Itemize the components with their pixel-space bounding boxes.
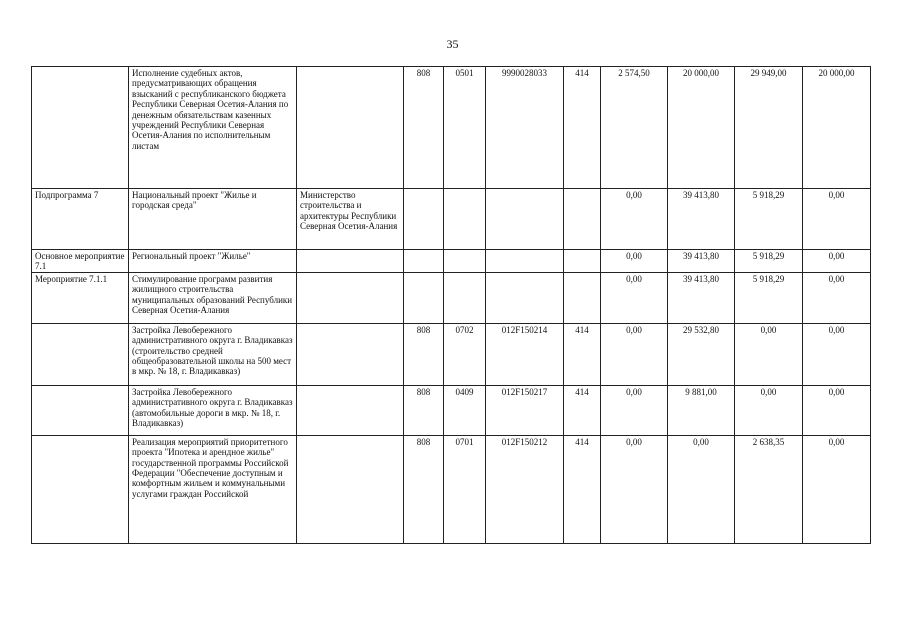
csr-cell: 012F150217	[486, 385, 564, 435]
value-cell-1: 0,00	[601, 385, 668, 435]
rzpr-cell	[444, 189, 486, 250]
grbs-cell: 808	[404, 385, 444, 435]
value-cell-4: 0,00	[803, 435, 871, 543]
vr-cell	[564, 189, 601, 250]
csr-cell: 012F150212	[486, 435, 564, 543]
name-cell: Национальный проект "Жилье и городская среда"	[129, 189, 297, 250]
page-number: 35	[446, 37, 459, 51]
name-cell: Региональный проект "Жилье"	[129, 250, 297, 273]
csr-cell	[486, 250, 564, 273]
value-cell-1: 0,00	[601, 250, 668, 273]
vr-cell	[564, 250, 601, 273]
value-cell-4: 0,00	[803, 272, 871, 323]
status-cell: Подпрограмма 7	[32, 189, 129, 250]
name-cell: Исполнение судебных актов, предусматривающих обращения взысканий с республиканского бюджета Республики Северная Осетия-Алания по денежным обязательствам казенных учреждений Республики Северная Осетия-Алания по исполнительным листам	[129, 67, 297, 189]
table-row	[32, 323, 871, 385]
executor-cell: Министерство строительства и архитектуры Республики Северная Осетия-Алания	[297, 189, 404, 250]
executor-cell	[297, 250, 404, 273]
vr-cell: 414	[564, 67, 601, 189]
value-cell-2: 9 881,00	[668, 385, 735, 435]
value-cell-3: 5 918,29	[735, 189, 803, 250]
value-cell-4: 0,00	[803, 250, 871, 273]
value-cell-4: 20 000,00	[803, 67, 871, 189]
csr-cell: 9990028033	[486, 67, 564, 189]
grbs-cell: 808	[404, 435, 444, 543]
budget-table	[31, 66, 871, 544]
table-row	[32, 385, 871, 435]
value-cell-1: 2 574,50	[601, 67, 668, 189]
status-cell: Основное мероприятие 7.1	[32, 250, 129, 273]
value-cell-2: 39 413,80	[668, 189, 735, 250]
value-cell-2: 39 413,80	[668, 272, 735, 323]
vr-cell: 414	[564, 385, 601, 435]
status-cell	[32, 323, 129, 385]
rzpr-cell: 0702	[444, 323, 486, 385]
grbs-cell: 808	[404, 67, 444, 189]
grbs-cell: 808	[404, 323, 444, 385]
executor-cell	[297, 67, 404, 189]
table-row	[32, 435, 871, 543]
value-cell-3: 5 918,29	[735, 250, 803, 273]
table-row	[32, 67, 871, 189]
value-cell-3: 2 638,35	[735, 435, 803, 543]
value-cell-3: 0,00	[735, 385, 803, 435]
value-cell-2: 39 413,80	[668, 250, 735, 273]
table-row	[32, 250, 871, 273]
value-cell-1: 0,00	[601, 272, 668, 323]
value-cell-3: 0,00	[735, 323, 803, 385]
value-cell-3: 29 949,00	[735, 67, 803, 189]
name-cell: Застройка Левобережного административного округа г. Владикавказ (автомобильные дороги в мкр. № 18, г. Владикавказ)	[129, 385, 297, 435]
value-cell-2: 0,00	[668, 435, 735, 543]
csr-cell	[486, 189, 564, 250]
value-cell-1: 0,00	[601, 323, 668, 385]
table-row	[32, 189, 871, 250]
status-cell	[32, 385, 129, 435]
executor-cell	[297, 272, 404, 323]
grbs-cell	[404, 250, 444, 273]
rzpr-cell: 0409	[444, 385, 486, 435]
executor-cell	[297, 435, 404, 543]
status-cell	[32, 435, 129, 543]
csr-cell	[486, 272, 564, 323]
rzpr-cell: 0501	[444, 67, 486, 189]
value-cell-4: 0,00	[803, 385, 871, 435]
executor-cell	[297, 385, 404, 435]
status-cell: Мероприятие 7.1.1	[32, 272, 129, 323]
value-cell-1: 0,00	[601, 189, 668, 250]
vr-cell: 414	[564, 323, 601, 385]
value-cell-1: 0,00	[601, 435, 668, 543]
vr-cell: 414	[564, 435, 601, 543]
name-cell: Реализация мероприятий приоритетного проекта "Ипотека и арендное жилье" государственной программы Российской Федерации "Обеспечение доступным и комфортным жильем и коммунальными услугами граждан Российской	[129, 435, 297, 543]
name-cell: Застройка Левобережного административного округа г. Владикавказ (строительство средней общеобразовательной школы на 500 мест в мкр. № 18, г. Владикавказ)	[129, 323, 297, 385]
table-row	[32, 272, 871, 323]
rzpr-cell	[444, 272, 486, 323]
grbs-cell	[404, 272, 444, 323]
value-cell-2: 29 532,80	[668, 323, 735, 385]
status-cell	[32, 67, 129, 189]
vr-cell	[564, 272, 601, 323]
rzpr-cell	[444, 250, 486, 273]
executor-cell	[297, 323, 404, 385]
rzpr-cell: 0701	[444, 435, 486, 543]
value-cell-4: 0,00	[803, 323, 871, 385]
value-cell-4: 0,00	[803, 189, 871, 250]
value-cell-2: 20 000,00	[668, 67, 735, 189]
csr-cell: 012F150214	[486, 323, 564, 385]
value-cell-3: 5 918,29	[735, 272, 803, 323]
grbs-cell	[404, 189, 444, 250]
name-cell: Стимулирование программ развития жилищного строительства муниципальных образований Республики Северная Осетия-Алания	[129, 272, 297, 323]
